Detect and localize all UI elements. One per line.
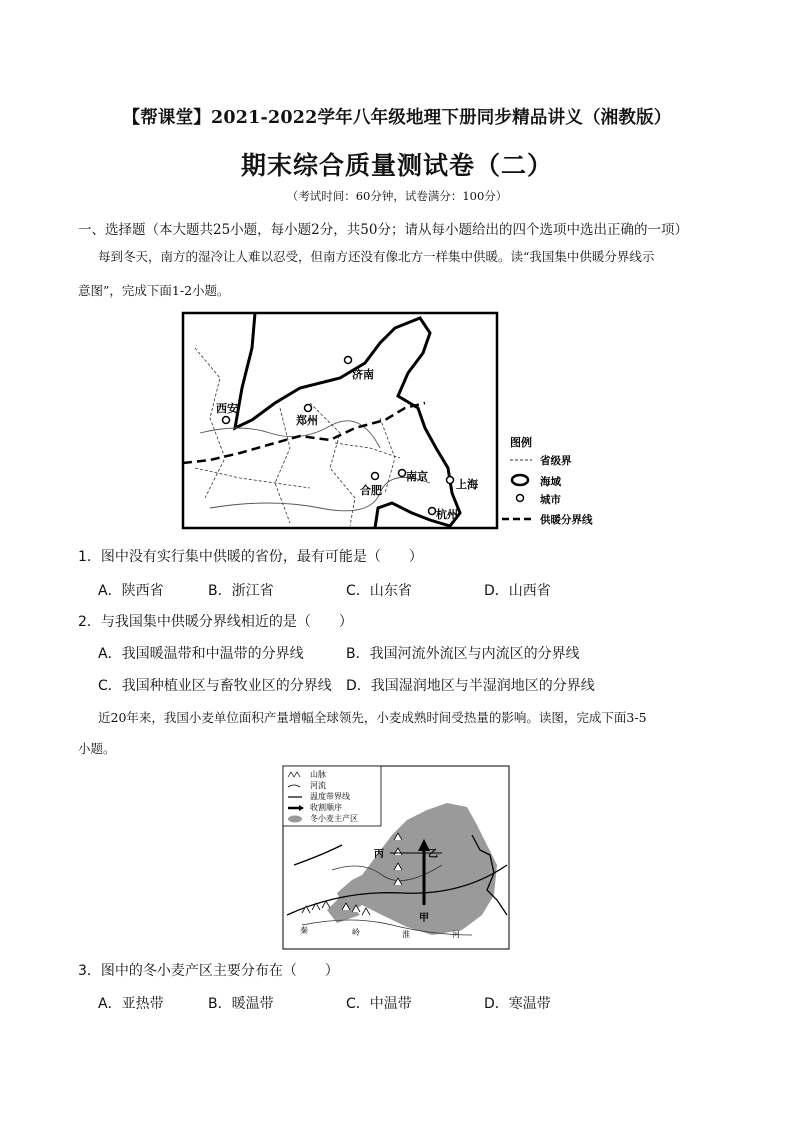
map2-legend-river: 河流 xyxy=(310,781,326,790)
q1-option-c[interactable]: C．山东省 xyxy=(346,583,412,599)
label-huai: 淮 xyxy=(402,930,410,939)
q3-option-b[interactable]: B．暖温带 xyxy=(208,996,274,1012)
map2-legend-boundary: 温度带界线 xyxy=(310,792,350,801)
label-jia: 甲 xyxy=(419,913,429,924)
q2-option-d[interactable]: D．我国湿润地区与半湿润地区的分界线 xyxy=(346,678,595,694)
city-hangzhou-marker xyxy=(429,508,436,515)
label-bing: 丙 xyxy=(374,849,384,860)
question-2-stem: 2．与我国集中供暖分界线相近的是（ ） xyxy=(78,614,353,630)
city-xian-marker xyxy=(223,417,230,424)
city-xian: 西安 xyxy=(216,402,238,415)
label-he: 河 xyxy=(452,930,460,939)
section-heading: 一、选择题（本大题共25小题，每小题2分，共50分；请从每小题给出的四个选项中选出正确的一项） xyxy=(78,222,688,238)
q3-option-a[interactable]: A．亚热带 xyxy=(98,996,164,1012)
map1-legend xyxy=(502,435,593,526)
legend-boundary: 供暖分界线 xyxy=(540,514,593,526)
q3-option-c[interactable]: C．中温带 xyxy=(346,996,412,1012)
q2-option-b[interactable]: B．我国河流外流区与内流区的分界线 xyxy=(346,646,580,662)
city-zhengzhou-marker xyxy=(305,405,312,412)
label-ling: 岭 xyxy=(352,928,360,937)
q3-option-d[interactable]: D．寒温带 xyxy=(484,996,551,1012)
city-nanjing: 南京 xyxy=(406,470,428,483)
label-qin: 秦 xyxy=(300,926,308,935)
city-nanjing-marker xyxy=(399,470,406,477)
legend-sea: 海域 xyxy=(540,476,561,488)
heating-boundary-map xyxy=(180,308,620,533)
map2-legend-mountain: 山脉 xyxy=(310,770,326,779)
question-3-stem: 3．图中的冬小麦产区主要分布在（ ） xyxy=(78,963,339,979)
q1-option-d[interactable]: D．山西省 xyxy=(484,583,551,599)
map2-legend-wheat: 冬小麦主产区 xyxy=(310,814,358,823)
city-hangzhou: 杭州 xyxy=(436,508,458,521)
exam-info: （考试时间：60分钟，试卷满分：100分） xyxy=(286,189,508,203)
city-shanghai: 上海 xyxy=(456,478,478,491)
winter-wheat-map xyxy=(282,765,510,950)
city-hefei: 合肥 xyxy=(360,484,382,497)
city-jinan: 济南 xyxy=(352,368,374,381)
label-yi: 乙 xyxy=(428,849,438,860)
city-jinan-marker xyxy=(345,357,352,364)
exam-title: 期末综合质量测试卷（二） xyxy=(240,151,553,180)
q2-option-a[interactable]: A．我国暖温带和中温带的分界线 xyxy=(98,646,304,662)
question-1-stem: 1．图中没有实行集中供暖的省份，最有可能是（ ） xyxy=(78,549,423,565)
q1-option-b[interactable]: B．浙江省 xyxy=(208,583,274,599)
document-title: 【帮课堂】2021-2022学年八年级地理下册同步精品讲义（湘教版） xyxy=(122,108,672,128)
q2-option-c[interactable]: C．我国种植业区与畜牧业区的分界线 xyxy=(98,678,332,694)
q1-option-a[interactable]: A．陕西省 xyxy=(98,583,164,599)
passage1-line1: 每到冬天，南方的湿冷让人难以忍受，但南方还没有像北方一样集中供暖。读“我国集中供暖分界线示 xyxy=(98,249,655,264)
passage1-line2: 意图”，完成下面1-2小题。 xyxy=(78,283,230,298)
city-hefei-marker xyxy=(372,473,379,480)
map2-legend-harvest: 收割顺序 xyxy=(310,803,342,812)
legend-city: 城市 xyxy=(540,494,561,506)
passage2-line2: 小题。 xyxy=(78,741,116,756)
city-shanghai-marker xyxy=(447,477,454,484)
passage2-line1: 近20年来，我国小麦单位面积产量增幅全球领先，小麦成熟时间受热量的影响。读图，完成下面3-5 xyxy=(98,710,647,725)
legend-title: 图例 xyxy=(510,436,532,449)
city-zhengzhou: 郑州 xyxy=(296,414,318,427)
legend-province: 省级界 xyxy=(540,455,572,467)
